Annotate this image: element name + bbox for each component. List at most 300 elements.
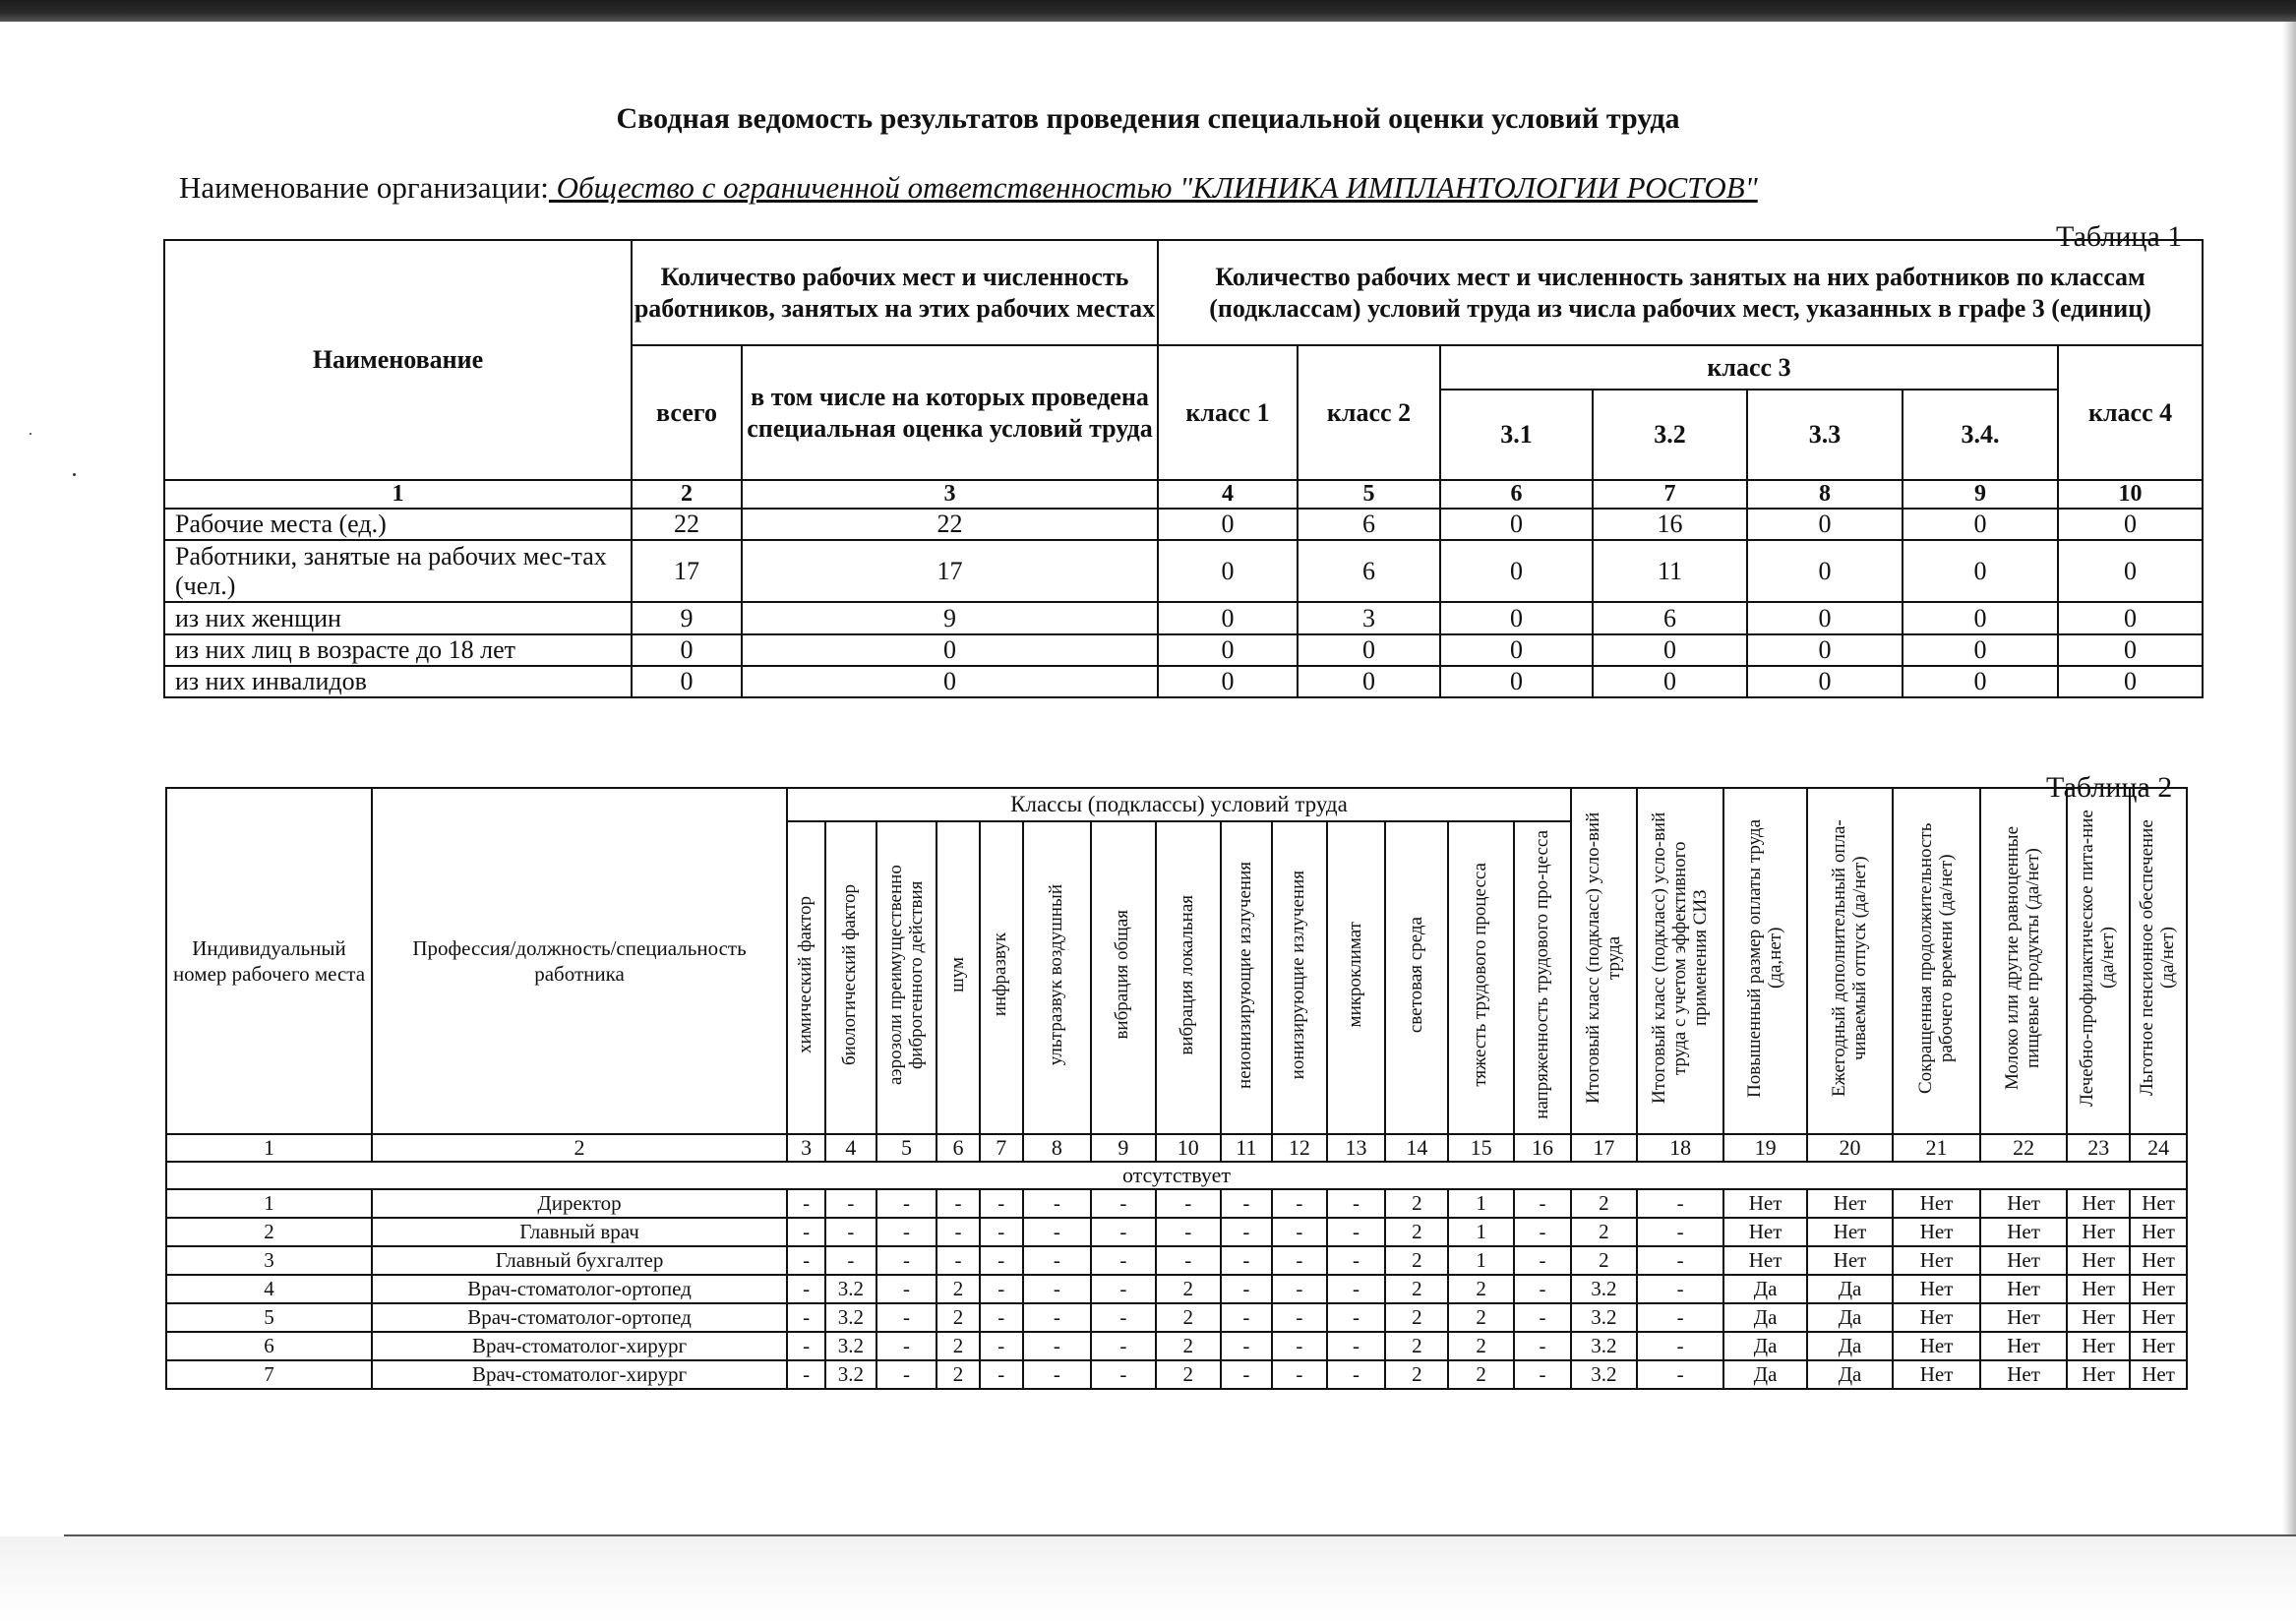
summary-table	[163, 239, 2204, 698]
table-cell: Нет	[1893, 1303, 1980, 1332]
table-cell: -	[1023, 1303, 1091, 1332]
t2-col-num: 20	[1807, 1134, 1894, 1162]
table-cell: 2	[1571, 1246, 1637, 1275]
table-cell: -	[1637, 1246, 1724, 1275]
table-cell: 2	[1385, 1275, 1448, 1303]
t1-column-numbers	[164, 480, 2203, 509]
table-cell: 1	[1448, 1246, 1514, 1275]
t2-factor-text: напряженность трудового про-цесса	[1531, 830, 1552, 1119]
t2-col-num: 14	[1385, 1134, 1448, 1162]
table-cell: 2	[937, 1303, 979, 1332]
t2-header-extra	[1807, 788, 1894, 1134]
scan-top-edge	[0, 0, 2296, 22]
table-cell: -	[787, 1360, 825, 1389]
table-cell: -	[937, 1189, 979, 1218]
table-cell: Нет	[1807, 1246, 1894, 1275]
table-cell: -	[1272, 1303, 1327, 1332]
table-cell: 0	[2058, 509, 2203, 540]
t2-header-extra	[2067, 788, 2130, 1134]
table-cell: Нет	[1980, 1246, 2068, 1275]
table-cell: -	[1091, 1189, 1156, 1218]
table-cell: -	[1272, 1360, 1327, 1389]
t2-col-num: 4	[825, 1134, 876, 1162]
table-cell: -	[1023, 1360, 1091, 1389]
table-cell: 2	[937, 1275, 979, 1303]
scan-bottom-shade	[0, 1536, 2296, 1623]
t2-factor-text: шум	[946, 957, 968, 992]
table-cell: -	[787, 1218, 825, 1246]
table-cell: 2	[1385, 1360, 1448, 1389]
table-cell: 6	[1298, 540, 1440, 602]
table-cell: 2	[1571, 1218, 1637, 1246]
table-cell: -	[937, 1246, 979, 1275]
t2-header-profession: Профессия/должность/специальность работника	[372, 788, 787, 1134]
workplace-profession: Врач-стоматолог-ортопед	[372, 1303, 787, 1332]
table-cell: 0	[632, 634, 742, 666]
t2-col-num: 11	[1221, 1134, 1273, 1162]
scan-speck	[73, 473, 76, 476]
table-cell: Нет	[1893, 1360, 1980, 1389]
table-cell: 2	[1385, 1218, 1448, 1246]
table-row	[166, 1332, 2187, 1360]
table-cell: Да	[1723, 1275, 1806, 1303]
t2-header-text: Молоко или другие равноценные пищевые продукты (да/нет)	[2002, 826, 2044, 1091]
table-cell: -	[980, 1246, 1023, 1275]
t1-col-num: 5	[1298, 480, 1440, 509]
table-cell: Нет	[2067, 1275, 2130, 1303]
row-label: из них лиц в возрасте до 18 лет	[164, 634, 632, 666]
table-row	[166, 1303, 2187, 1332]
t2-header-extra	[2130, 788, 2187, 1134]
table-cell: -	[1272, 1332, 1327, 1360]
row-label: Работники, занятые на рабочих мес-тах (чел.)	[164, 540, 632, 602]
t2-factor-text: аэрозоли преимущественно фиброгенного действия	[884, 865, 927, 1085]
table-cell: Нет	[1980, 1218, 2068, 1246]
table-cell: -	[825, 1218, 876, 1246]
t2-header-text: Сокращенная продолжительность рабочего времени (да/нет)	[1914, 822, 1957, 1094]
table-cell: 0	[1440, 634, 1593, 666]
table-cell: Нет	[1723, 1246, 1806, 1275]
table-cell: 3.2	[1571, 1332, 1637, 1360]
t2-col-num: 9	[1091, 1134, 1156, 1162]
workplace-number: 6	[166, 1332, 372, 1360]
table-cell: -	[787, 1189, 825, 1218]
table-cell: 0	[1158, 509, 1298, 540]
t2-header-text: Ежегодный дополнительный опла-чиваемый отпуск (да/нет)	[1828, 819, 1870, 1097]
t2-col-num: 23	[2067, 1134, 2130, 1162]
table-cell: 22	[742, 509, 1158, 540]
table-cell: Да	[1807, 1332, 1894, 1360]
table-cell: -	[1221, 1275, 1273, 1303]
table-cell: 2	[1448, 1303, 1514, 1332]
t2-factor-header	[1156, 821, 1221, 1134]
t2-factor-text: ионизирующие излучения	[1288, 870, 1309, 1080]
table-cell: -	[1637, 1275, 1724, 1303]
table-row	[166, 1189, 2187, 1218]
t1-col-num: 10	[2058, 480, 2203, 509]
table-cell: 2	[1156, 1275, 1221, 1303]
table-cell: -	[1156, 1189, 1221, 1218]
table-cell: 3.2	[825, 1332, 876, 1360]
table-cell: -	[1091, 1303, 1156, 1332]
table-cell: 2	[1448, 1360, 1514, 1389]
table-cell: -	[876, 1360, 937, 1389]
table-cell: Нет	[2130, 1360, 2187, 1389]
t2-col-num: 1	[166, 1134, 372, 1162]
table-cell: 0	[1747, 634, 1903, 666]
table-cell: -	[1637, 1303, 1724, 1332]
table-cell: -	[1091, 1332, 1156, 1360]
table-cell: 1	[1448, 1218, 1514, 1246]
t2-col-num: 24	[2130, 1134, 2187, 1162]
t2-col-num: 12	[1272, 1134, 1327, 1162]
organization-line	[179, 170, 1758, 206]
t2-factor-header	[937, 821, 979, 1134]
t1-header-count: Количество рабочих мест и численность работников, занятых на этих рабочих местах	[632, 240, 1158, 345]
t2-col-num: 6	[937, 1134, 979, 1162]
table-cell: Нет	[1980, 1189, 2068, 1218]
table-cell: -	[1091, 1246, 1156, 1275]
table-cell: -	[1221, 1218, 1273, 1246]
table-cell: 0	[1747, 509, 1903, 540]
table-cell: -	[980, 1360, 1023, 1389]
table-cell: 0	[1903, 509, 2058, 540]
org-value: Общество с ограниченной ответственностью "КЛИНИКА ИМПЛАНТОЛОГИИ РОСТОВ"	[548, 170, 1758, 205]
table-cell: 2	[1156, 1303, 1221, 1332]
t1-header-class3: класс 3	[1440, 345, 2058, 390]
table-cell: Нет	[2130, 1332, 2187, 1360]
table-cell: 22	[632, 509, 742, 540]
table-cell: -	[1156, 1218, 1221, 1246]
table-cell: 0	[1903, 634, 2058, 666]
t2-factor-header	[1327, 821, 1386, 1134]
table-cell: -	[1514, 1189, 1571, 1218]
t2-col-num: 18	[1637, 1134, 1724, 1162]
table-cell: 17	[742, 540, 1158, 602]
table-cell: -	[1637, 1189, 1724, 1218]
table-cell: -	[1023, 1246, 1091, 1275]
table-cell: 9	[632, 602, 742, 634]
t2-factor-text: ультразвук воздушный	[1045, 883, 1066, 1066]
table-cell: 3.2	[825, 1360, 876, 1389]
table-cell: 3	[1298, 602, 1440, 634]
table-cell: 0	[1903, 602, 2058, 634]
t2-factor-text: химический фактор	[795, 896, 816, 1053]
workplace-profession: Главный бухгалтер	[372, 1246, 787, 1275]
table-cell: 0	[742, 634, 1158, 666]
t1-header-incl: в том числе на которых проведена специальная оценка условий труда	[742, 345, 1158, 480]
t2-col-num: 17	[1571, 1134, 1637, 1162]
workplace-number: 5	[166, 1303, 372, 1332]
table-cell: 0	[1440, 509, 1593, 540]
t1-col-num: 7	[1593, 480, 1747, 509]
table-cell: -	[787, 1246, 825, 1275]
table-cell: -	[1023, 1189, 1091, 1218]
workplace-profession: Директор	[372, 1189, 787, 1218]
t2-factor-header	[1514, 821, 1571, 1134]
table-cell: -	[1272, 1275, 1327, 1303]
table-cell: 0	[1440, 540, 1593, 602]
t1-header-3-1: 3.1	[1440, 390, 1593, 480]
table-cell: Нет	[2130, 1275, 2187, 1303]
table-cell: 0	[1747, 666, 1903, 697]
table-cell: Да	[1723, 1332, 1806, 1360]
table-cell: Да	[1807, 1275, 1894, 1303]
table-cell: -	[980, 1332, 1023, 1360]
t1-col-num: 6	[1440, 480, 1593, 509]
t1-header-class1: класс 1	[1158, 345, 1298, 480]
table-cell: -	[1091, 1275, 1156, 1303]
t2-col-num: 7	[980, 1134, 1023, 1162]
table-cell: -	[1272, 1189, 1327, 1218]
table-cell: -	[876, 1303, 937, 1332]
table-row	[164, 666, 2203, 697]
table-cell: -	[876, 1275, 937, 1303]
table-cell: -	[1221, 1332, 1273, 1360]
table-cell: Нет	[1807, 1218, 1894, 1246]
org-label: Наименование организации:	[179, 170, 549, 205]
t2-col-num: 15	[1448, 1134, 1514, 1162]
table-cell: Нет	[1807, 1189, 1894, 1218]
table-cell: -	[1514, 1332, 1571, 1360]
table-cell: 2	[937, 1360, 979, 1389]
table-cell: 2	[1156, 1360, 1221, 1389]
table-cell: 0	[1593, 666, 1747, 697]
table-cell: -	[1272, 1246, 1327, 1275]
t1-body	[164, 509, 2203, 697]
table-row	[164, 509, 2203, 540]
table-cell: 3.2	[825, 1303, 876, 1332]
table-cell: -	[825, 1246, 876, 1275]
t2-header-extra	[1723, 788, 1806, 1134]
table-cell: 0	[1747, 602, 1903, 634]
t2-column-numbers	[166, 1134, 2187, 1162]
t1-col-num: 8	[1747, 480, 1903, 509]
t2-col-num: 3	[787, 1134, 825, 1162]
table-cell: -	[1091, 1218, 1156, 1246]
table-cell: Нет	[1980, 1303, 2068, 1332]
table-cell: Да	[1723, 1303, 1806, 1332]
table-cell: Нет	[1980, 1332, 2068, 1360]
row-label: из них женщин	[164, 602, 632, 634]
t2-factor-header	[1272, 821, 1327, 1134]
workplace-number: 4	[166, 1275, 372, 1303]
table-row	[164, 540, 2203, 602]
table-cell: -	[876, 1189, 937, 1218]
table-cell: 2	[1156, 1332, 1221, 1360]
table-cell: Нет	[2130, 1189, 2187, 1218]
table-cell: Нет	[2067, 1303, 2130, 1332]
table-cell: Нет	[1893, 1189, 1980, 1218]
table-cell: 0	[2058, 540, 2203, 602]
table-cell: 1	[1448, 1189, 1514, 1218]
t1-header-3-4: 3.4.	[1903, 390, 2058, 480]
table-cell: 0	[1298, 666, 1440, 697]
table-cell: -	[1637, 1218, 1724, 1246]
table-cell: -	[1221, 1360, 1273, 1389]
table-row	[166, 1275, 2187, 1303]
t2-factor-text: микроклимат	[1345, 922, 1366, 1028]
t2-col-num: 8	[1023, 1134, 1091, 1162]
table-cell: -	[937, 1218, 979, 1246]
t1-col-num: 2	[632, 480, 742, 509]
table-cell: 3.2	[825, 1275, 876, 1303]
table-cell: Нет	[2067, 1332, 2130, 1360]
table-cell: -	[1327, 1189, 1386, 1218]
workplace-profession: Главный врач	[372, 1218, 787, 1246]
table-cell: Нет	[1893, 1246, 1980, 1275]
table-cell: -	[787, 1275, 825, 1303]
t2-col-num: 5	[876, 1134, 937, 1162]
t2-factor-header	[980, 821, 1023, 1134]
t1-header-3-2: 3.2	[1593, 390, 1747, 480]
t1-col-num: 3	[742, 480, 1158, 509]
table-cell: 16	[1593, 509, 1747, 540]
t2-factor-header	[876, 821, 937, 1134]
table-cell: 0	[1747, 540, 1903, 602]
table-cell: 2	[1385, 1332, 1448, 1360]
table-cell: Нет	[2067, 1189, 2130, 1218]
table-cell: 11	[1593, 540, 1747, 602]
table-cell: 0	[1903, 540, 2058, 602]
t2-col-num: 16	[1514, 1134, 1571, 1162]
table-cell: Нет	[2130, 1246, 2187, 1275]
t2-factor-text: инфразвук	[990, 932, 1011, 1017]
t2-header-extra	[1637, 788, 1724, 1134]
table-cell: -	[1091, 1360, 1156, 1389]
t2-col-num: 22	[1980, 1134, 2068, 1162]
table-cell: -	[1327, 1360, 1386, 1389]
table-cell: -	[1514, 1275, 1571, 1303]
table-cell: 2	[937, 1332, 979, 1360]
table-cell: -	[1327, 1275, 1386, 1303]
t2-col-num: 19	[1723, 1134, 1806, 1162]
workplace-table	[165, 787, 2188, 1390]
t2-header-extra	[1571, 788, 1637, 1134]
t2-col-num: 2	[372, 1134, 787, 1162]
table-cell: 6	[1593, 602, 1747, 634]
table-cell: Нет	[1893, 1218, 1980, 1246]
table-cell: Нет	[1723, 1189, 1806, 1218]
t1-header-class2: класс 2	[1298, 345, 1440, 480]
t1-header-name: Наименование	[164, 240, 632, 480]
t2-factor-text: вибрация общая	[1112, 910, 1133, 1040]
table-cell: -	[1023, 1275, 1091, 1303]
table-cell: -	[1023, 1332, 1091, 1360]
t2-col-num: 21	[1893, 1134, 1980, 1162]
table-cell: -	[787, 1303, 825, 1332]
table-cell: 6	[1298, 509, 1440, 540]
workplace-number: 1	[166, 1189, 372, 1218]
table-cell: Да	[1807, 1303, 1894, 1332]
table-cell: 0	[1158, 602, 1298, 634]
workplace-profession: Врач-стоматолог-ортопед	[372, 1275, 787, 1303]
table-cell: 3.2	[1571, 1303, 1637, 1332]
workplace-number: 3	[166, 1246, 372, 1275]
table-cell: Нет	[1980, 1275, 2068, 1303]
t2-header-text: Лечебно-профилактическое пита-ние (да/нет)	[2077, 810, 2119, 1107]
table-cell: Нет	[2067, 1360, 2130, 1389]
t1-header-3-3: 3.3	[1747, 390, 1903, 480]
t1-header-classes: Количество рабочих мест и численность занятых на них работников по классам (подклассам) условий труда из числа рабочих мест, указанных в графе 3 (единиц)	[1158, 240, 2203, 345]
table-cell: 2	[1385, 1189, 1448, 1218]
table-cell: 0	[1440, 602, 1593, 634]
table-cell: 0	[1593, 634, 1747, 666]
table-cell: -	[1272, 1218, 1327, 1246]
table-cell: 0	[1158, 540, 1298, 602]
table-cell: -	[876, 1218, 937, 1246]
table-cell: -	[1327, 1218, 1386, 1246]
t2-col-num: 10	[1156, 1134, 1221, 1162]
t1-header-class4: класс 4	[2058, 345, 2203, 480]
t2-header-id: Индивидуальный номер рабочего места	[166, 788, 372, 1134]
table-cell: -	[1514, 1218, 1571, 1246]
t2-absent-text: отсутствует	[166, 1162, 2187, 1189]
t2-header-extra	[1980, 788, 2068, 1134]
scan-speck	[30, 433, 31, 435]
table-cell: 0	[1903, 666, 2058, 697]
table-cell: -	[980, 1303, 1023, 1332]
table-cell: 0	[2058, 602, 2203, 634]
table-cell: -	[1221, 1246, 1273, 1275]
t2-factor-header	[1221, 821, 1273, 1134]
table2-caption: Таблица 2	[2046, 771, 2173, 804]
t1-col-num: 1	[164, 480, 632, 509]
table-cell: 2	[1385, 1303, 1448, 1332]
row-label: из них инвалидов	[164, 666, 632, 697]
table-cell: -	[1327, 1332, 1386, 1360]
table-cell: 0	[1158, 634, 1298, 666]
table-cell: Нет	[1893, 1275, 1980, 1303]
table-cell: -	[825, 1189, 876, 1218]
table-cell: -	[1221, 1303, 1273, 1332]
table-cell: Нет	[2130, 1303, 2187, 1332]
scan-bottom-line	[64, 1534, 2296, 1536]
table-cell: Да	[1723, 1360, 1806, 1389]
workplace-number: 2	[166, 1218, 372, 1246]
t2-factor-header	[1091, 821, 1156, 1134]
table-cell: -	[980, 1218, 1023, 1246]
table-row	[164, 634, 2203, 666]
table-cell: 0	[742, 666, 1158, 697]
table-cell: 9	[742, 602, 1158, 634]
t2-factor-text: неионизирующие излучения	[1235, 861, 1256, 1089]
t2-body	[166, 1189, 2187, 1389]
table-cell: 0	[1298, 634, 1440, 666]
table-cell: 0	[1158, 666, 1298, 697]
table-cell: -	[1221, 1189, 1273, 1218]
table-cell: Нет	[2067, 1218, 2130, 1246]
table-cell: 0	[2058, 634, 2203, 666]
workplace-profession: Врач-стоматолог-хирург	[372, 1332, 787, 1360]
t2-col-num: 13	[1327, 1134, 1386, 1162]
t1-col-num: 4	[1158, 480, 1298, 509]
table-row	[166, 1246, 2187, 1275]
t2-factor-text: вибрация локальная	[1177, 894, 1198, 1055]
document-title: Сводная ведомость результатов проведения специальной оценки условий труда	[616, 102, 1680, 135]
table-cell: Нет	[1893, 1332, 1980, 1360]
t2-factor-header	[787, 821, 825, 1134]
workplace-number: 7	[166, 1360, 372, 1389]
table-cell: 0	[632, 666, 742, 697]
table-cell: 2	[1448, 1275, 1514, 1303]
t2-header-text: Итоговый класс (подкласс) усло-вий труда	[1582, 812, 1624, 1105]
table-cell: -	[1637, 1360, 1724, 1389]
table-cell: -	[876, 1332, 937, 1360]
row-label: Рабочие места (ед.)	[164, 509, 632, 540]
t2-factor-header	[1448, 821, 1514, 1134]
table-row	[166, 1218, 2187, 1246]
